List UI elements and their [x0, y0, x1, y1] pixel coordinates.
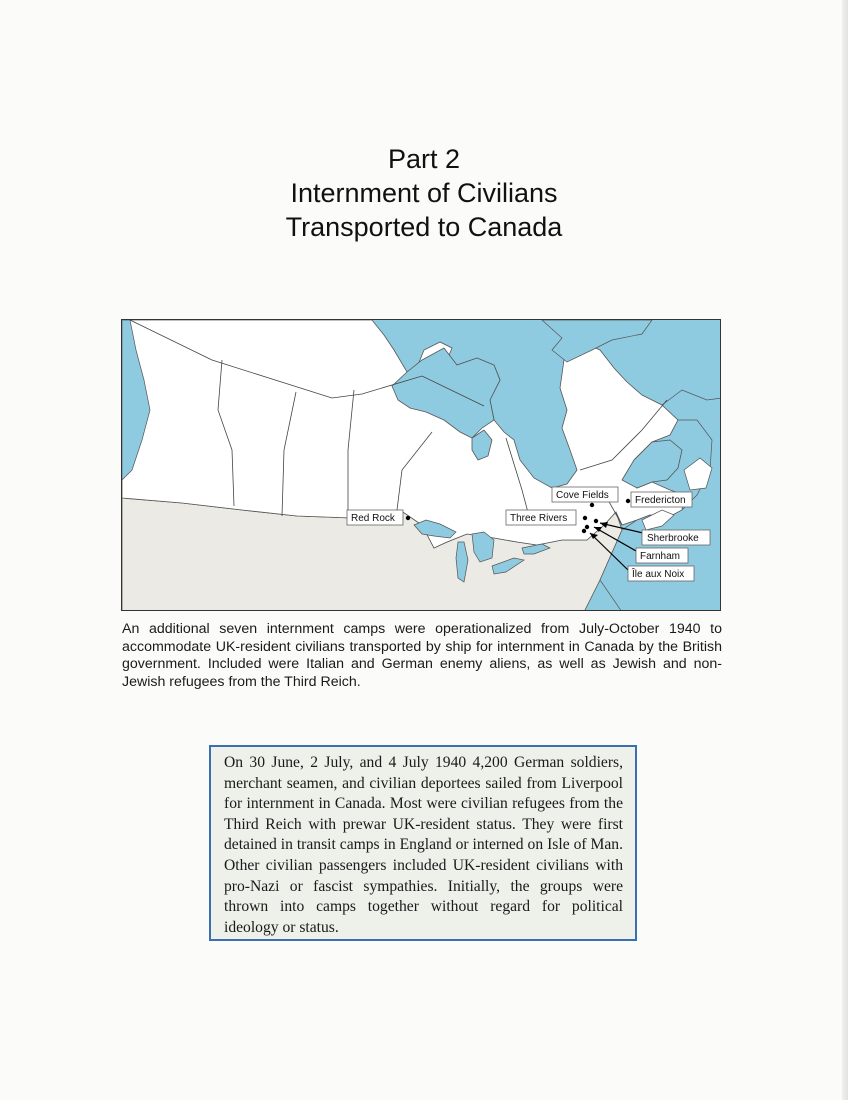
label-cove-fields: Cove Fields — [556, 490, 609, 501]
canada-internment-map — [121, 319, 721, 611]
marker-fredericton — [626, 499, 630, 503]
label-farnham: Farnham — [640, 551, 681, 562]
marker-sherbrooke — [594, 519, 598, 523]
label-fredericton: Fredericton — [635, 495, 686, 506]
note-box: On 30 June, 2 July, and 4 July 1940 4,200 German soldiers, merchant seamen, and civilian deportees sailed from Liverpool for internment in Canada. Most were civilian refugees from the Third Reich with prewar UK-resident status. They were first detained in transit camps in England or interned on Isle of Man. Other civilian passengers included UK-resident civilians with pro-Nazi or fascist sympathies. Initially, the groups were thrown into camps together without regard for political ideology or status. — [209, 745, 637, 941]
label-ile-aux-noix: Île aux Noix — [632, 569, 685, 580]
marker-cove-fields — [590, 503, 594, 507]
map-svg — [122, 320, 721, 611]
label-red-rock: Red Rock — [351, 513, 395, 524]
marker-ile-aux-noix — [582, 529, 586, 533]
marker-red-rock — [406, 516, 410, 520]
title-line-3: Transported to Canada — [285, 212, 563, 242]
title-line-1: Part 2 — [387, 144, 461, 174]
marker-three-rivers — [583, 516, 587, 520]
label-sherbrooke: Sherbrooke — [647, 533, 699, 544]
map-caption: An additional seven internment camps were operationalized from July-October 1940 to accommodate UK-resident civilians transported by ship for internment in Canada by the British government. Included were Italian and German enemy aliens, as well as Jewish and non-Jewish refugees from the Third Reich. — [122, 621, 722, 690]
page-title — [0, 142, 848, 244]
label-three-rivers: Three Rivers — [510, 513, 568, 524]
title-line-2: Internment of Civilians — [290, 178, 558, 208]
marker-farnham — [585, 525, 589, 529]
